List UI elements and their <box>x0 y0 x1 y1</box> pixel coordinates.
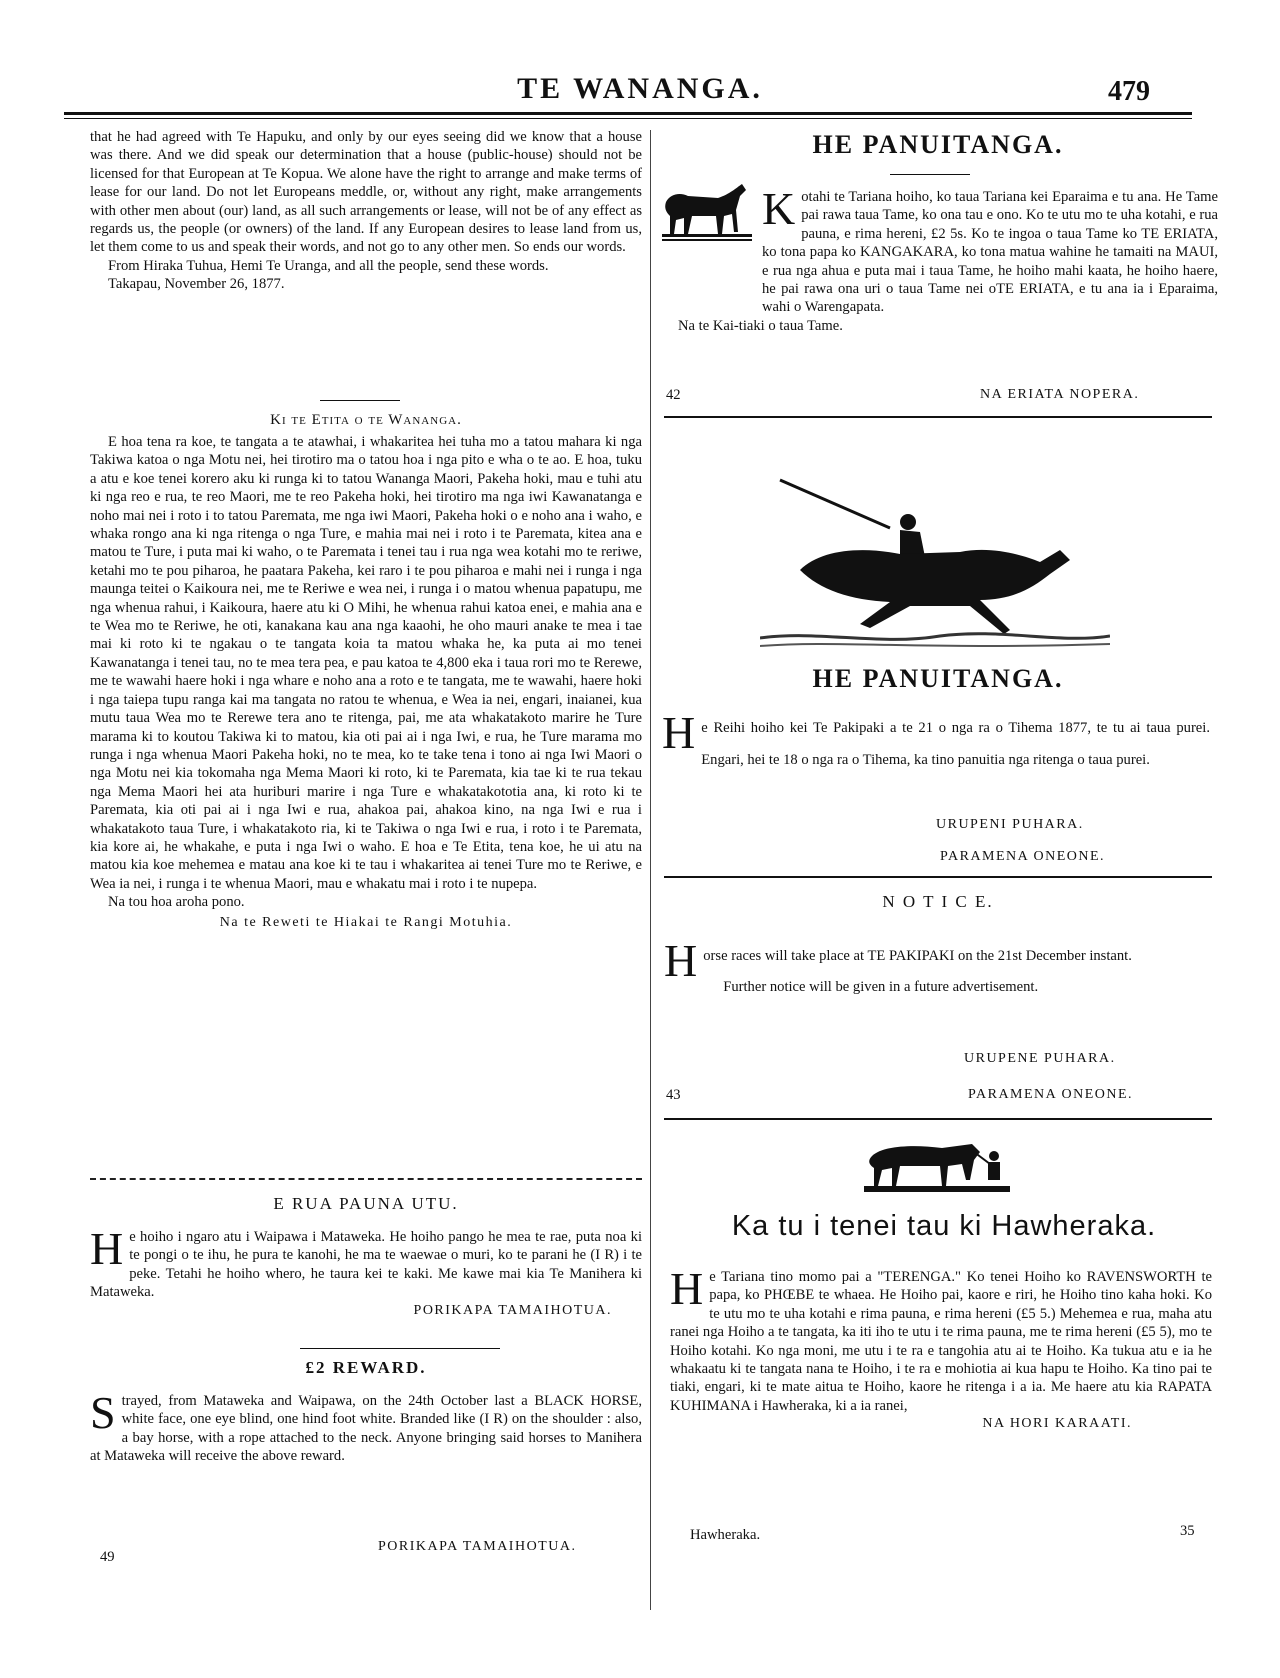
notice1 <box>658 183 1218 335</box>
from-line: From Hiraka Tuhua, Hemi Te Uranga, and all the people, send these words. <box>108 257 549 274</box>
reward-heading: £2 REWARD. <box>305 1358 427 1377</box>
utu-body: e hoiho i ngaro atu i Waipawa i Mataweka. He hoiho pango he mea te rae, puta noa ki te pongi o te ihu, he pura te kanohi, he ma te waewae o muri, ko te parani he (I R) i te peke. Tetahi he hoiho whero, he taura kei te kaki. Me kawe mai kia Te Manihera ki Mataweka. <box>90 1229 642 1301</box>
notice1-dropcap: K <box>762 183 796 234</box>
section-divider <box>664 416 1212 418</box>
notice4-body: e Tariana tino momo pai a "TERENGA." Ko tenei Hoiho ko RAVENSWORTH te papa, ko PHŒBE te whaea. He Hoiho pai, kaore e riri, he Hoiho tino kaha hoki. Ko te utu mo te uha kotahi e rima pauna, e rima hereni (£5 5.) Mehemea e rua, maha atu ranei nga Hoiho a te tangata, ka iti iho te utu i te rima pauna, me te rima hereni (£5 5), mo te Hoiho kotahi. Ko nga moni, me utu i te ra e tangohia atu ai te Hoiho. Ka tukua atu e ia he whakaatu ki te tangata nana te Hoiho, i te ra e mohiotia ai kua hapu te Hoiho. Ka tino pai te tiaki, engari, ki te mate aitua te Hoiho, kaore he ritenga i a ia. Me haere atu kia RAPATA KUHIMANA i Hawheraka, ki a ia ranei, <box>670 1269 1212 1414</box>
notice1-signature: NA ERIATA NOPERA. <box>980 387 1140 402</box>
notice2-heading: HE PANUITANGA. <box>812 664 1064 693</box>
notice3-sig1: URUPENE PUHARA. <box>964 1051 1116 1066</box>
notice1-body: otahi te Tariana hoiho, ko taua Tariana kei Eparaima e tu ana. He Tame pai rawa taua Tame, ko ona tau e ono. Ko te utu mo te uha kotahi, e rua pauna, e rima hereni, £2 5s. Ko te ingoa o taua Tame ko TE ERIATA, ko tona papa ko KANGAKARA, ko tona matua wahine he tamaiti na MAUI, e rua nga ahua e puta mai i taua Tame, he hoiho mahi kaata, he hoiho haere, he pai rawa ona uri o taua Tame nei oTE ERIATA, e tu ana ia i Eparaima, wahi o Warengapata. <box>762 189 1218 316</box>
letter-signature: Na te Reweti te Hiakai te Rangi Motuhia. <box>219 914 513 930</box>
racehorse-illustration <box>760 450 1110 650</box>
reward-signature: PORIKAPA TAMAIHOTUA. <box>378 1539 577 1554</box>
notice2-sig1: URUPENI PUHARA. <box>936 817 1084 832</box>
utu-notice <box>90 1194 642 1320</box>
letter-closing: Na tou hoa aroha pono. <box>108 894 245 911</box>
utu-signature: PORIKAPA TAMAIHOTUA. <box>413 1302 612 1318</box>
reward-dropcap: S <box>90 1387 116 1438</box>
page-number: 479 <box>1108 76 1150 107</box>
letter-heading: Ki te Etita o te Wananga. <box>270 412 462 428</box>
notice3-number: 43 <box>666 1087 681 1103</box>
section-divider <box>90 1178 642 1180</box>
notice4-dropcap: H <box>670 1263 704 1314</box>
notice4-number: 35 <box>1180 1523 1195 1539</box>
header-rule-thin <box>64 118 1192 119</box>
reward-notice <box>90 1358 642 1466</box>
notice1-number: 42 <box>666 387 681 403</box>
section-rule <box>890 174 970 175</box>
utu-heading: E RUA PAUNA UTU. <box>273 1194 459 1213</box>
horse-handler-illustration <box>862 1134 1012 1204</box>
notice3-heading: N O T I C E. <box>882 892 994 911</box>
newspaper-title: TE WANANGA. <box>517 72 763 105</box>
notice3-body: orse races will take place at TE PAKIPAKI on the 21st December instant. <box>703 948 1132 964</box>
notice2 <box>662 707 1210 776</box>
notice4-place: Hawheraka. <box>690 1527 761 1543</box>
utu-dropcap: H <box>90 1223 124 1274</box>
notice2-sig2: PARAMENA ONEONE. <box>940 849 1106 864</box>
notice3-dropcap: H <box>664 935 698 986</box>
header-rule <box>64 112 1192 115</box>
section-divider <box>664 876 1212 878</box>
column-divider <box>650 130 651 1610</box>
section-rule <box>300 1348 500 1349</box>
notice4 <box>670 1263 1212 1434</box>
reward-body: trayed, from Mataweka and Waipawa, on the 24th October last a BLACK HORSE, white face, one eye blind, one hind foot white. Branded like (I R) on the shoulder : also, a bay horse, with a rope attached to the neck. Anyone bringing said horses to Manihera at Mataweka will receive the above reward. <box>90 1393 642 1465</box>
opening-letter-body: that he had agreed with Te Hapuku, and only by our eyes seeing did we know that a house was there. And we did speak our determination that a house (public-house) should not be licensed for that European at Te Kopua. We alone have the right to arrange and make terms of lease for our land. Do not let Europeans meddle, or, without any right, make arrangements with other men about (our) land, as all such arrangements or lease, will not be of any effect as regards us, the people (or owners) of the land. If any European desires to lease land from us, let them come to us and speak their words, and not go to any other men. So ends our words. <box>90 129 642 256</box>
left-column <box>90 128 642 294</box>
notice1-heading: HE PANUITANGA. <box>812 130 1064 159</box>
notice1-closing: Na te Kai-tiaki o taua Tame. <box>678 317 843 334</box>
section-divider <box>664 1118 1212 1120</box>
notice2-body: e Reihi hoiho kei Te Pakipaki a te 21 o nga ra o Tihema 1877, te tu ai taua purei. Engari, hei te 18 o nga ra o Tihema, ka tino panuitia nga ritenga o taua purei. <box>701 720 1210 768</box>
notice2-dropcap: H <box>662 707 696 758</box>
letter-body: E hoa tena ra koe, te tangata a te atawhai, i whakaritea hei tuha mo a tatou mahara ki nga Takiwa katoa o nga Motu nei, hei tirotiro ma o tatou hoa i nga pito e wha o te ao. E hoa, tuku a atu e koe tenei korero aku ki runga ki to tatou Wananga Maori, Pakeha hoki, mau e tuhi atu ki nga reo e rua, te reo Maori, me te reo Pakeha hoki, hei tirotiro ma nga iwi Kawanatanga e noho mai nei i roto i to tatou Paremata, me nga iwi Maori, Pakeha hoki o e noho ana i waho, e whaka rongo ana ki nga ritenga o nga Ture, e mahia mai nei i roto i te Paremata, kitea ana e matou te Ture, i puta mai ki waho, o te Paremata i tenei tau i rua nga wea kotahi mo te reriwe, ketahi mo te pou piharoa, he paatara Pakeha, kei raro i te pou piharoa e mahi nei i runga i nga maunga teitei o Kaikoura nei, me te Reriwe e wea nei, i runga i o matou whenua papatupu, me nga whenua rahui, i Kaikoura, haere atu ki O Mihi, he whenua rahui katoa enei, e mahia ana e te Wea mo te Reriwe, he oti, kanakana kau ana nga kaaohi, he oho mauri anake te mea i tae mai ki roto ki te ngakau o te tangata koia ta matou whaka he, ka puta ai mo tenei Kawanatanga i tenei tau, no te mea tera pea, e pau katoa te 4,800 eka i taua rori mo te Rerewe, me te wawahi haere hoki i nga whare e noho ana a roto e te tangata, me te wawahi, haere hoki i nga taiepa tupu ranga kai ma tangata no ratou te whenua, e Wea ia nei, engari, inaianei, kua mutu taua Wea mo te Rerewe tera ano te ritenga, pai, me ata whakatakoto marire he Ture marama ki to koutou Takiwa ki to matou, kia oti pai ai i nga Iwi, e rua, he Ture marama mo runga i nga whenua Maori Pakeha hoki, no te mea, ko te take tena i tono ai nga Iwi Maori o nga Motu nei kia tokomaha nga Mema Maori ki roto, ki te Paremata, kia tae ki te rua tekau nga Mema Maori hei ata huriburi marire i nga Ture e whakatakototia ana, ki roto ki te Paremata, kia oti pai ai i nga Iwi e rua, ahakoa pai, ahakoa kino, na nga Iwi e rua i whakatakoto taua Ture, i whakatakoto ria, ki te Takiwa o nga Iwi e rua, i roto i te Paremata, kia kore ai, he whakahe, e puta i nga Iwi o waho. E hoa e Te Etita, tena koe, he ui atu na matou kia koe mehemea e matau ana koe ki te tau i whakaritea ai tenei Ture mo te Reriwe, e Wea ia nei, i runga i te whenua Maori, mau e whakatu mai i roto i te nupepa. <box>90 434 642 892</box>
reward-number: 49 <box>100 1549 115 1565</box>
place-date: Takapau, November 26, 1877. <box>108 276 285 293</box>
notice4-signature: NA HORI KARAATI. <box>982 1416 1132 1432</box>
notice4-heading: Ka tu i tenei tau ki Hawheraka. <box>731 1210 1157 1242</box>
letter-section <box>90 412 642 932</box>
section-rule <box>320 400 400 401</box>
notice3-further: Further notice will be given in a future advertisement. <box>723 979 1039 995</box>
notice3-sig2: PARAMENA ONEONE. <box>968 1087 1134 1102</box>
notice3 <box>664 935 1212 996</box>
